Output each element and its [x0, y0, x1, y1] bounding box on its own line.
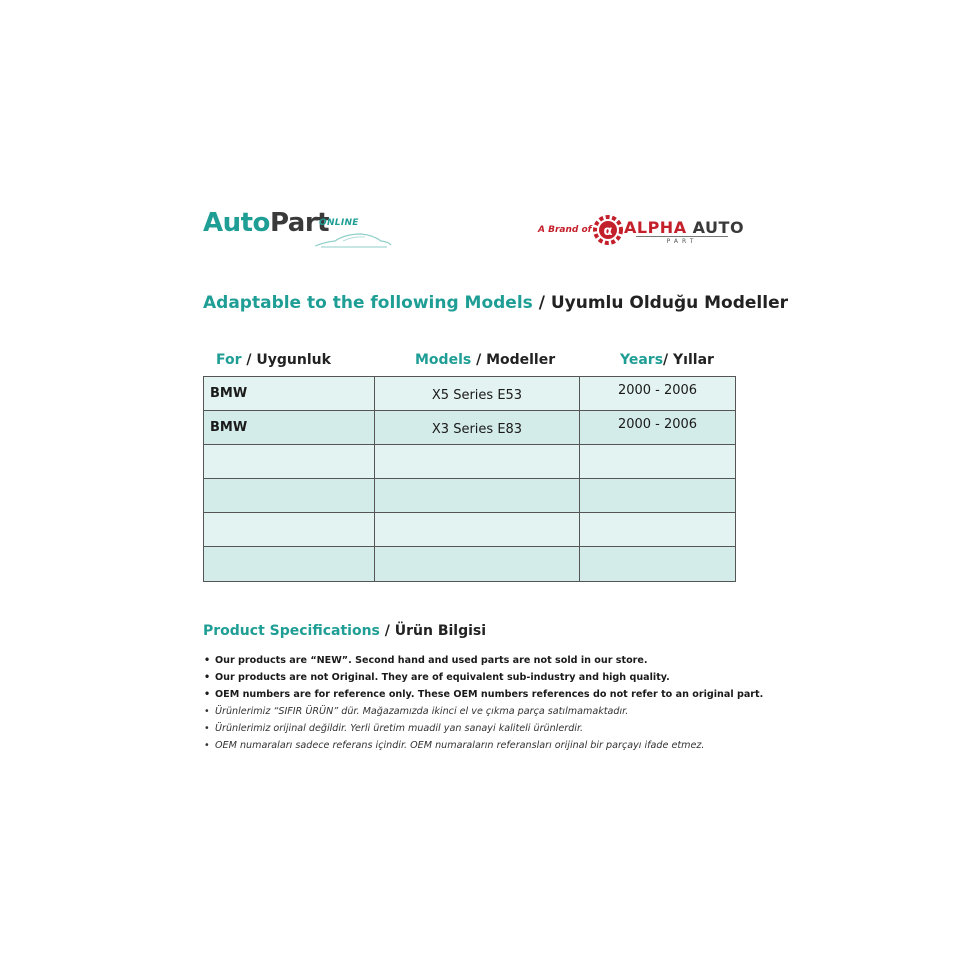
- alpha-part-subtitle: PART: [636, 236, 728, 245]
- column-header-models: [415, 352, 555, 368]
- specs-list: [204, 652, 763, 754]
- models-title-en: Adaptable to the following Models: [203, 293, 533, 313]
- car-silhouette-icon: [313, 228, 393, 250]
- specs-title-tr: / Ürün Bilgisi: [379, 623, 487, 639]
- models-title-sep: /: [532, 293, 551, 313]
- bullet-icon: •: [204, 706, 210, 717]
- cell-for: [204, 547, 375, 581]
- logo-online-text: ONLINE: [319, 218, 359, 228]
- svg-text:α: α: [603, 224, 613, 239]
- cell-for: [204, 513, 375, 546]
- compatibility-table: [203, 376, 736, 582]
- cell-model: X3 Series E83: [375, 411, 580, 444]
- specs-section-title: [203, 623, 486, 639]
- bullet-icon: •: [204, 672, 211, 683]
- cell-for: [204, 479, 375, 512]
- alpha-gear-icon: [592, 214, 624, 246]
- header-years-en: Years: [620, 352, 664, 368]
- spec-text: OEM numbers are for reference only. These OEM numbers references do not refer to an original part.: [215, 689, 764, 700]
- table-row: [204, 377, 735, 411]
- logo-auto-text: Auto: [203, 208, 270, 238]
- column-header-for: [216, 352, 331, 368]
- cell-for: [204, 445, 375, 478]
- list-item: [204, 686, 763, 703]
- bullet-icon: •: [204, 723, 210, 734]
- list-item: [204, 737, 763, 754]
- autopart-online-logo: [203, 208, 403, 252]
- cell-years: [580, 513, 735, 546]
- column-header-years: [620, 352, 714, 368]
- auto-word: AUTO: [692, 218, 745, 237]
- cell-for: BMW: [204, 411, 375, 444]
- cell-model: [375, 513, 580, 546]
- alpha-word: ALPHA: [624, 218, 687, 237]
- table-row: [204, 411, 735, 445]
- specs-title-en: Product Specifications: [203, 623, 380, 639]
- cell-model: [375, 445, 580, 478]
- spec-text: Ürünlerimiz orijinal değildir. Yerli üretim muadil yan sanayi kaliteli ürünlerdir.: [215, 723, 584, 734]
- cell-model: [375, 479, 580, 512]
- list-item: [204, 720, 763, 737]
- cell-for: BMW: [204, 377, 375, 410]
- alpha-auto-wordmark: [624, 218, 744, 237]
- table-row: [204, 513, 735, 547]
- models-section-title: [203, 293, 788, 313]
- spec-text: Ürünlerimiz “SIFIR ÜRÜN” dür. Mağazamızda ikinci el ve çıkma parça satılmamaktadır.: [215, 706, 629, 717]
- cell-years: [580, 445, 735, 478]
- header-models-en: Models: [415, 352, 472, 368]
- table-row: [204, 547, 735, 581]
- table-row: [204, 479, 735, 513]
- cell-years: [580, 479, 735, 512]
- bullet-icon: •: [204, 740, 210, 751]
- spec-text: Our products are not Original. They are of equivalent sub-industry and high quality.: [215, 672, 670, 683]
- header-years-tr: / Yıllar: [663, 352, 714, 368]
- header-for-en: For: [216, 352, 242, 368]
- header-models-tr: / Modeller: [471, 352, 556, 368]
- cell-years: 2000 - 2006: [617, 383, 698, 398]
- list-item: [204, 652, 763, 669]
- cell-model: X5 Series E53: [375, 377, 580, 410]
- brand-of-text: A Brand of: [538, 225, 592, 235]
- bullet-icon: •: [204, 689, 211, 700]
- models-title-tr: Uyumlu Olduğu Modeller: [550, 293, 788, 313]
- list-item: [204, 669, 763, 686]
- bullet-icon: •: [204, 655, 211, 666]
- cell-years: [580, 547, 735, 581]
- spec-text: Our products are “NEW”. Second hand and used parts are not sold in our store.: [215, 655, 648, 666]
- list-item: [204, 703, 763, 720]
- header-for-tr: / Uygunluk: [241, 352, 331, 368]
- logo-part-text: Part: [269, 208, 330, 238]
- cell-years: 2000 - 2006: [617, 417, 698, 432]
- table-row: [204, 445, 735, 479]
- cell-model: [375, 547, 580, 581]
- spec-text: OEM numaraları sadece referans içindir. OEM numaraların referansları orijinal bir parçayı ifade etmez.: [215, 740, 705, 751]
